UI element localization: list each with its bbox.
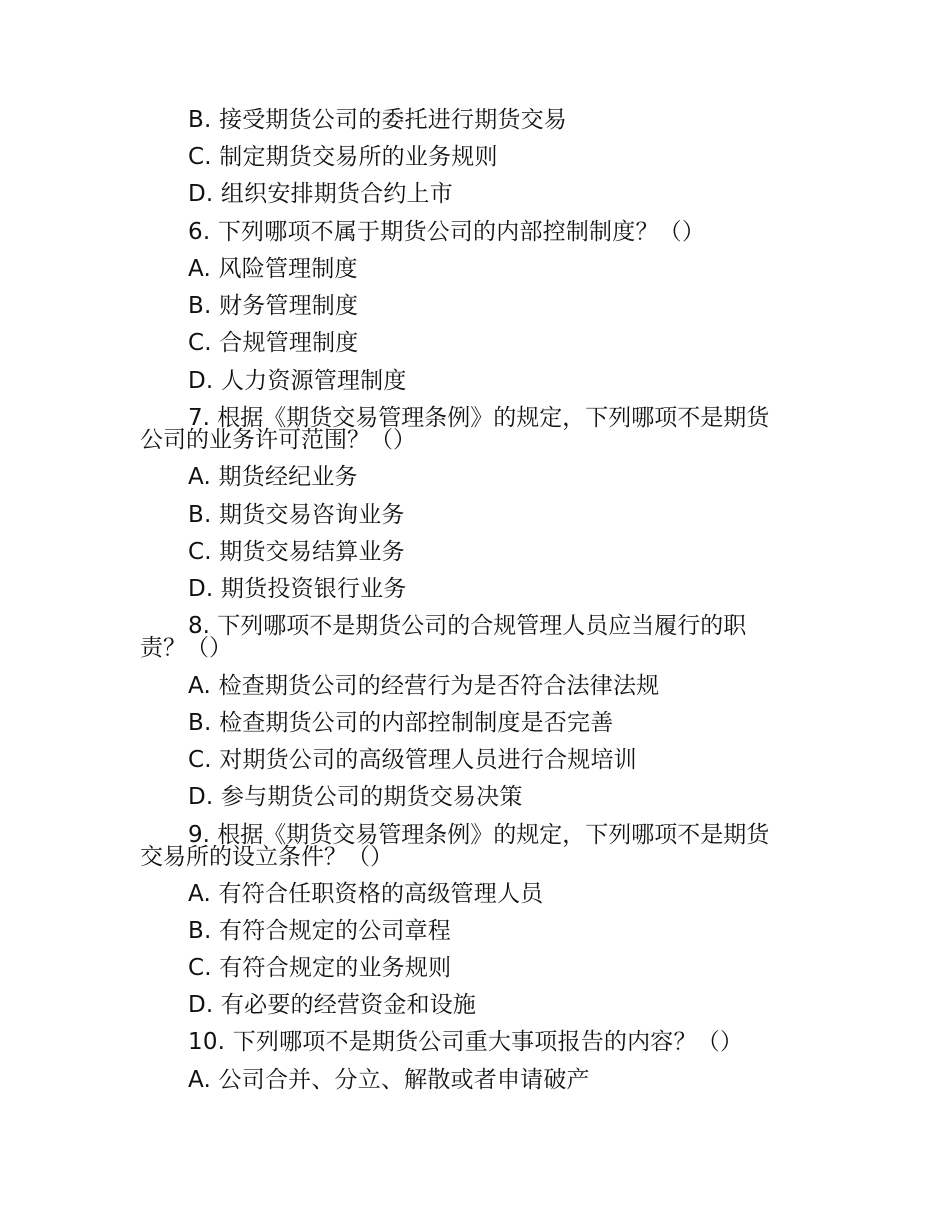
option-d-q5: D. 组织安排期货合约上市 — [188, 181, 453, 207]
option-d-q8: D. 参与期货公司的期货交易决策 — [188, 784, 523, 810]
question-7-line2: 公司的业务许可范围？（） — [140, 427, 416, 453]
option-d-q9: D. 有必要的经营资金和设施 — [188, 992, 477, 1018]
question-8-line2: 责？（） — [140, 635, 232, 661]
option-c-q9: C. 有符合规定的业务规则 — [188, 955, 452, 981]
option-b-q9: B. 有符合规定的公司章程 — [188, 918, 452, 944]
option-a-q10: A. 公司合并、分立、解散或者申请破产 — [188, 1067, 590, 1093]
option-c-q7: C. 期货交易结算业务 — [188, 539, 405, 565]
question-7-line1: 7. 根据《期货交易管理条例》的规定，下列哪项不是期货 — [188, 405, 770, 431]
option-d-q7: D. 期货投资银行业务 — [188, 576, 407, 602]
option-c-q5: C. 制定期货交易所的业务规则 — [188, 144, 498, 170]
option-a-q7: A. 期货经纪业务 — [188, 464, 358, 490]
question-9-line2: 交易所的设立条件？（） — [140, 844, 393, 870]
option-c-q8: C. 对期货公司的高级管理人员进行合规培训 — [188, 747, 637, 773]
option-c-q6: C. 合规管理制度 — [188, 330, 359, 356]
option-d-q6: D. 人力资源管理制度 — [188, 368, 407, 394]
option-b-q6: B. 财务管理制度 — [188, 293, 359, 319]
option-b-q8: B. 检查期货公司的内部控制制度是否完善 — [188, 710, 614, 736]
question-8-line1: 8. 下列哪项不是期货公司的合规管理人员应当履行的职 — [188, 613, 747, 639]
question-10: 10. 下列哪项不是期货公司重大事项报告的内容？（） — [188, 1029, 744, 1055]
option-a-q6: A. 风险管理制度 — [188, 256, 358, 282]
question-9-line1: 9. 根据《期货交易管理条例》的规定，下列哪项不是期货 — [188, 822, 770, 848]
option-a-q9: A. 有符合任职资格的高级管理人员 — [188, 881, 544, 907]
option-b-q5: B. 接受期货公司的委托进行期货交易 — [188, 107, 568, 133]
question-6: 6. 下列哪项不属于期货公司的内部控制制度？（） — [188, 219, 706, 245]
option-a-q8: A. 检查期货公司的经营行为是否符合法律法规 — [188, 673, 660, 699]
option-b-q7: B. 期货交易咨询业务 — [188, 502, 405, 528]
